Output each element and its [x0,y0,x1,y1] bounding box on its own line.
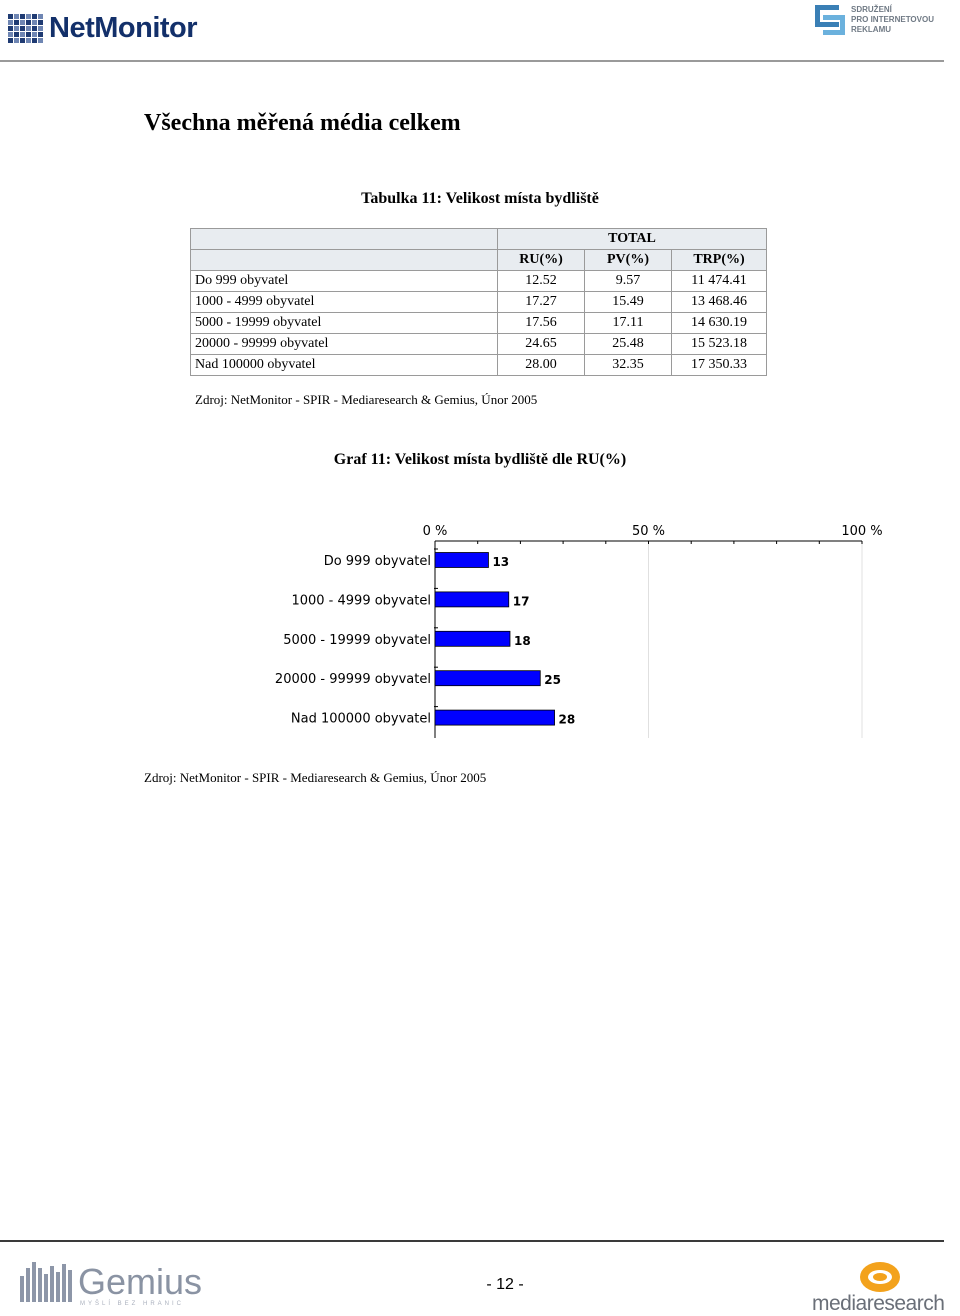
page-title: Všechna měřená média celkem [144,110,461,136]
spir-mark-icon [815,5,845,35]
gemius-tagline: MYŠLÍ BEZ HRANIC [80,1301,185,1307]
bar [435,592,509,607]
spir-line-3: REKLAMU [851,25,892,34]
data-label: 25 [544,673,561,688]
data-table [190,228,767,376]
data-label: 17 [512,594,530,609]
table-row [191,271,767,292]
column-header: RU(%) [498,250,585,271]
cell-pv: 32.35 [585,355,672,376]
mediaresearch-logo-text: mediaresearch [812,1292,945,1315]
chart-caption: Graf 11: Velikost místa bydliště dle RU(%) [333,451,627,468]
spir-logo [815,5,934,35]
row-label: Nad 100000 obyvatel [191,355,498,376]
category-label: 20000 - 99999 obyvatel [274,672,431,688]
netmonitor-logo-text: NetMonitor [49,11,198,44]
spir-line-1: SDRUŽENÍ [851,5,892,14]
footer-divider [0,1240,944,1242]
table-corner [191,229,498,250]
cell-trp: 13 468.46 [672,292,767,313]
row-label: 20000 - 99999 obyvatel [191,334,498,355]
chart-source: Zdroj: NetMonitor - SPIR - Mediaresearch & Gemius, Únor 2005 [144,770,487,785]
row-label: 5000 - 19999 obyvatel [191,313,498,334]
cell-ru: 28.00 [498,355,585,376]
header-divider [0,60,944,62]
bar-chart [0,510,960,750]
cell-pv: 9.57 [585,271,672,292]
category-label: Do 999 obyvatel [323,554,431,569]
bar [435,631,510,646]
x-tick-label: 0 % [422,524,448,539]
mediaresearch-logo [812,1262,952,1314]
data-label: 28 [558,712,576,727]
bar [435,553,488,568]
bar [435,671,540,686]
x-tick-label: 100 % [841,524,883,539]
mediaresearch-eye-icon [860,1262,900,1292]
row-label: 1000 - 4999 obyvatel [191,292,498,313]
cell-pv: 25.48 [585,334,672,355]
cell-ru: 12.52 [498,271,585,292]
table-corner-2 [191,250,498,271]
table-source: Zdroj: NetMonitor - SPIR - Mediaresearch & Gemius, Únor 2005 [195,392,538,407]
category-label: 5000 - 19999 obyvatel [283,632,431,648]
row-label: Do 999 obyvatel [191,271,498,292]
netmonitor-grid-icon [8,14,43,43]
cell-trp: 17 350.33 [672,355,767,376]
data-label: 13 [492,555,510,569]
table-row [191,334,767,355]
table-row [191,313,767,334]
bar [435,710,555,725]
gemius-logo-text: Gemius [78,1261,203,1302]
category-label: Nad 100000 obyvatel [290,711,431,727]
cell-pv: 17.11 [585,313,672,334]
table-row [191,355,767,376]
category-label: 1000 - 4999 obyvatel [291,593,431,609]
page-number: - 12 - [486,1276,524,1293]
table-caption: Tabulka 11: Velikost místa bydliště [361,190,599,207]
netmonitor-logo [8,8,197,48]
column-header: PV(%) [585,250,672,271]
cell-trp: 14 630.19 [672,313,767,334]
cell-ru: 17.56 [498,313,585,334]
cell-pv: 15.49 [585,292,672,313]
cell-trp: 15 523.18 [672,334,767,355]
data-label: 18 [513,633,531,648]
table-group-header: TOTAL [498,229,767,250]
cell-ru: 24.65 [498,334,585,355]
spir-line-2: PRO INTERNETOVOU [851,15,934,24]
x-tick-label: 50 % [631,524,666,539]
cell-ru: 17.27 [498,292,585,313]
table-row [191,292,767,313]
column-header: TRP(%) [672,250,767,271]
cell-trp: 11 474.41 [672,271,767,292]
